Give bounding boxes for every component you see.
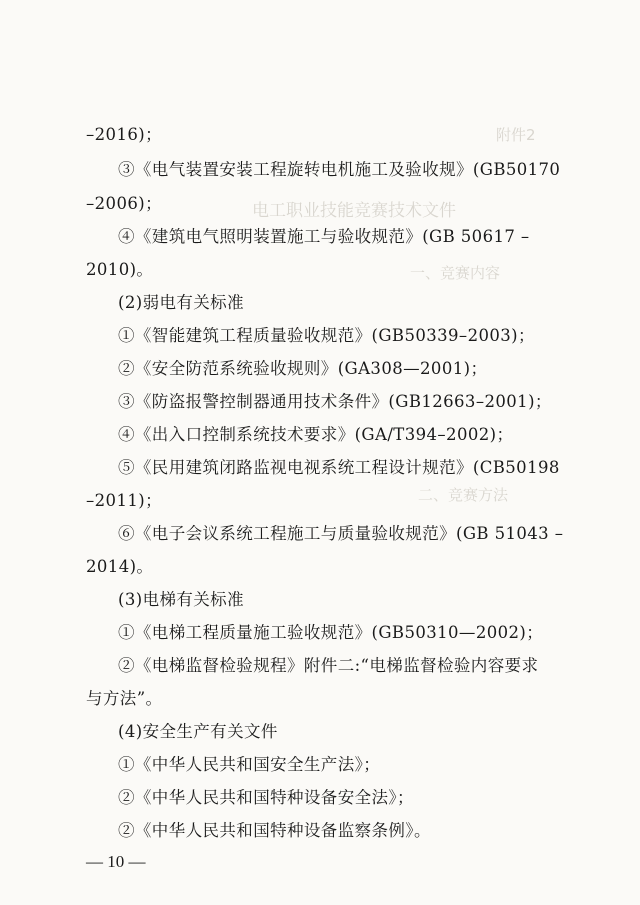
- section-heading: (2)弱电有关标准: [118, 293, 244, 312]
- text-line: –2011)；: [86, 491, 162, 510]
- text-line: –2016)；: [86, 125, 162, 144]
- section-heading: (3)电梯有关标准: [118, 590, 244, 609]
- text-line: ③《电气装置安装工程旋转电机施工及验收规》(GB50170: [118, 160, 561, 179]
- text-line: 2014)。: [86, 557, 154, 576]
- text-line: ①《中华人民共和国安全生产法》；: [118, 755, 381, 774]
- bleed-through-text: 电工职业技能竞赛技术文件: [252, 201, 456, 221]
- text-line: ④《建筑电气照明装置施工与验收规范》(GB 50617 –: [118, 227, 530, 246]
- text-line: ②《中华人民共和国特种设备安全法》；: [118, 788, 414, 807]
- text-line: ②《中华人民共和国特种设备监察条例》。: [118, 821, 431, 840]
- text-line: ④《出入口控制系统技术要求》(GA/T394–2002)；: [118, 425, 514, 444]
- section-heading: (4)安全生产有关文件: [118, 722, 278, 741]
- text-line: 2010)。: [86, 260, 154, 279]
- text-line: ①《智能建筑工程质量验收规范》(GB50339–2003)；: [118, 326, 535, 345]
- text-line: ⑤《民用建筑闭路监视电视系统工程设计规范》(CB50198: [118, 458, 560, 477]
- text-line: –2006)；: [86, 194, 162, 213]
- text-line: ②《电梯监督检验规程》附件二:“电梯监督检验内容要求: [118, 656, 539, 675]
- text-line: ①《电梯工程质量施工验收规范》(GB50310—2002)；: [118, 623, 544, 642]
- text-line: 与方法”。: [86, 689, 163, 708]
- bleed-through-text: 二、竞赛方法: [418, 486, 509, 504]
- bleed-through-text: 附件2: [496, 126, 536, 144]
- page-number: — 10 —: [86, 852, 146, 871]
- text-line: ③《防盗报警控制器通用技术条件》(GB12663–2001)；: [118, 392, 552, 411]
- text-line: ②《安全防范系统验收规则》(GA308—2001)；: [118, 359, 488, 378]
- bleed-through-text: 一、竞赛内容: [410, 264, 501, 282]
- text-line: ⑥《电子会议系统工程施工与质量验收规范》(GB 51043 –: [118, 524, 564, 543]
